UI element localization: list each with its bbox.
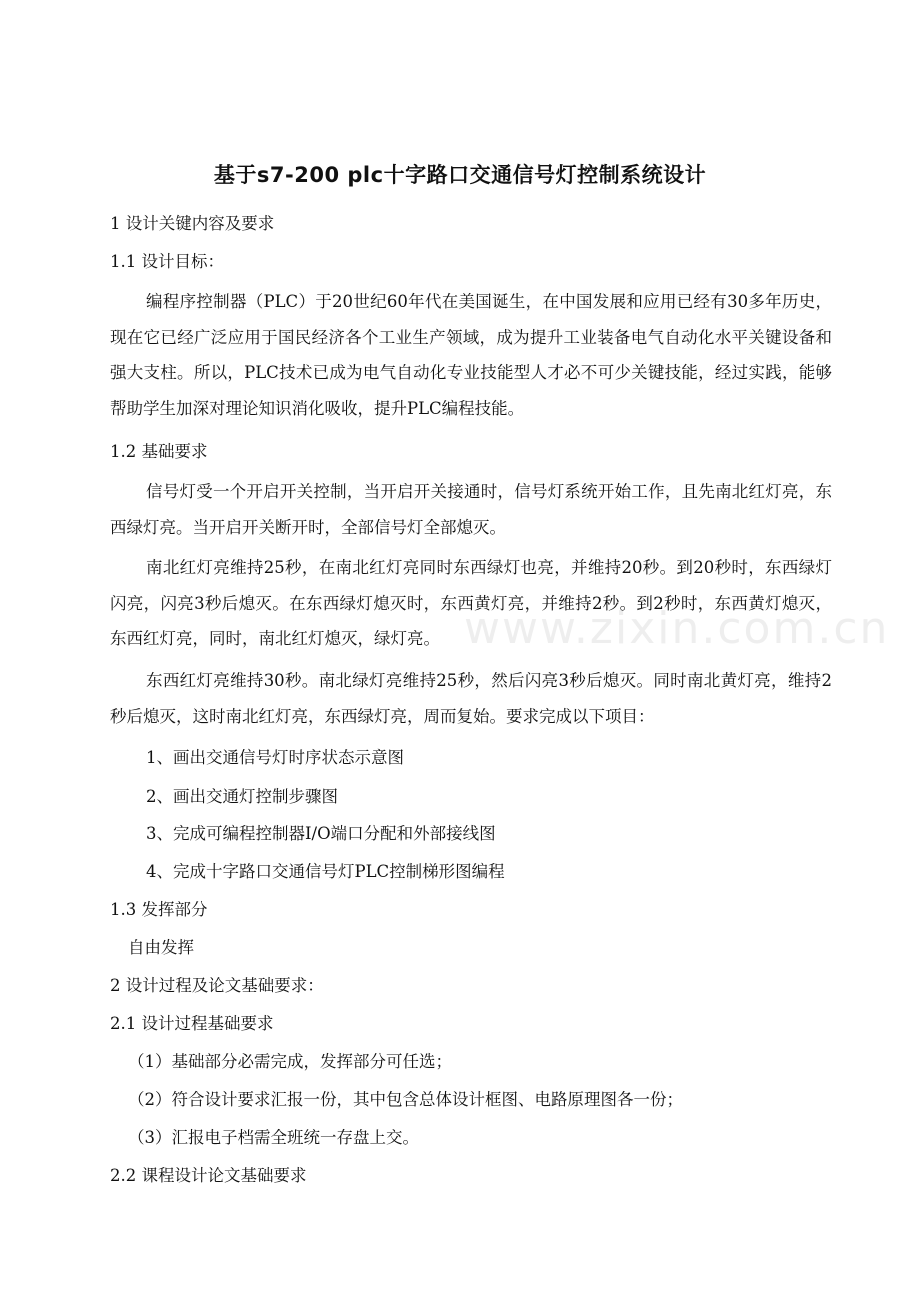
document-title: 基于s7-200 plc十字路口交通信号灯控制系统设计 [213, 163, 707, 187]
free-play-text: 自由发挥 [128, 938, 194, 957]
paragraph-timing-ns-red: 南北红灯亮维持25秒，在南北红灯亮同时东西绿灯也亮，并维持20秒。到20秒时，东西绿灯闪亮，闪亮3秒后熄灭。在东西绿灯熄灭时，东西黄灯亮，并维持2秒。到2秒时，东西黄灯熄灭，东西红灯亮，同时，南北红灯熄灭，绿灯亮。 [110, 558, 832, 648]
task-item: 1、画出交通信号灯时序状态示意图 [146, 748, 404, 767]
requirement-item: （1）基础部分必需完成，发挥部分可任选； [128, 1052, 452, 1071]
section-heading-2: 2 设计过程及论文基础要求： [110, 976, 324, 995]
requirement-item: （2）符合设计要求汇报一份，其中包含总体设计框图、电路原理图各一份； [128, 1090, 683, 1109]
requirement-item: （3）汇报电子档需全班统一存盘上交。 [128, 1128, 419, 1147]
paragraph-timing-ew-red: 东西红灯亮维持30秒。南北绿灯亮维持25秒，然后闪亮3秒后熄灭。同时南北黄灯亮，维持2秒后熄灭，这时南北红灯亮，东西绿灯亮，周而复始。要求完成以下项目： [110, 671, 832, 726]
task-item: 2、画出交通灯控制步骤图 [146, 787, 338, 806]
section-heading-1-3: 1.3 发挥部分 [110, 900, 208, 919]
paragraph-plc-intro: 编程序控制器（PLC）于20世纪60年代在美国诞生，在中国发展和应用已经有30多年历史，现在它已经广泛应用于国民经济各个工业生产领域，成为提升工业装备电气自动化水平关键设备和强大支柱。所以，PLC技术已成为电气自动化专业技能型人才必不可少关键技能，经过实践，能够帮助学生加深对理论知识消化吸收，提升PLC编程技能。 [110, 292, 832, 418]
task-item: 3、完成可编程控制器I/O端口分配和外部接线图 [146, 824, 496, 843]
section-heading-1: 1 设计关键内容及要求 [110, 214, 275, 233]
section-heading-2-1: 2.1 设计过程基础要求 [110, 1014, 274, 1033]
section-heading-2-2: 2.2 课程设计论文基础要求 [110, 1166, 307, 1185]
section-heading-1-1: 1.1 设计目标： [110, 252, 224, 271]
task-item: 4、完成十字路口交通信号灯PLC控制梯形图编程 [146, 862, 505, 881]
watermark: www.zixin.com.cn [464, 603, 890, 654]
paragraph-switch-control: 信号灯受一个开启开关控制，当开启开关接通时，信号灯系统开始工作，且先南北红灯亮，东西绿灯亮。当开启开关断开时，全部信号灯全部熄灭。 [110, 482, 832, 537]
section-heading-1-2: 1.2 基础要求 [110, 442, 208, 461]
